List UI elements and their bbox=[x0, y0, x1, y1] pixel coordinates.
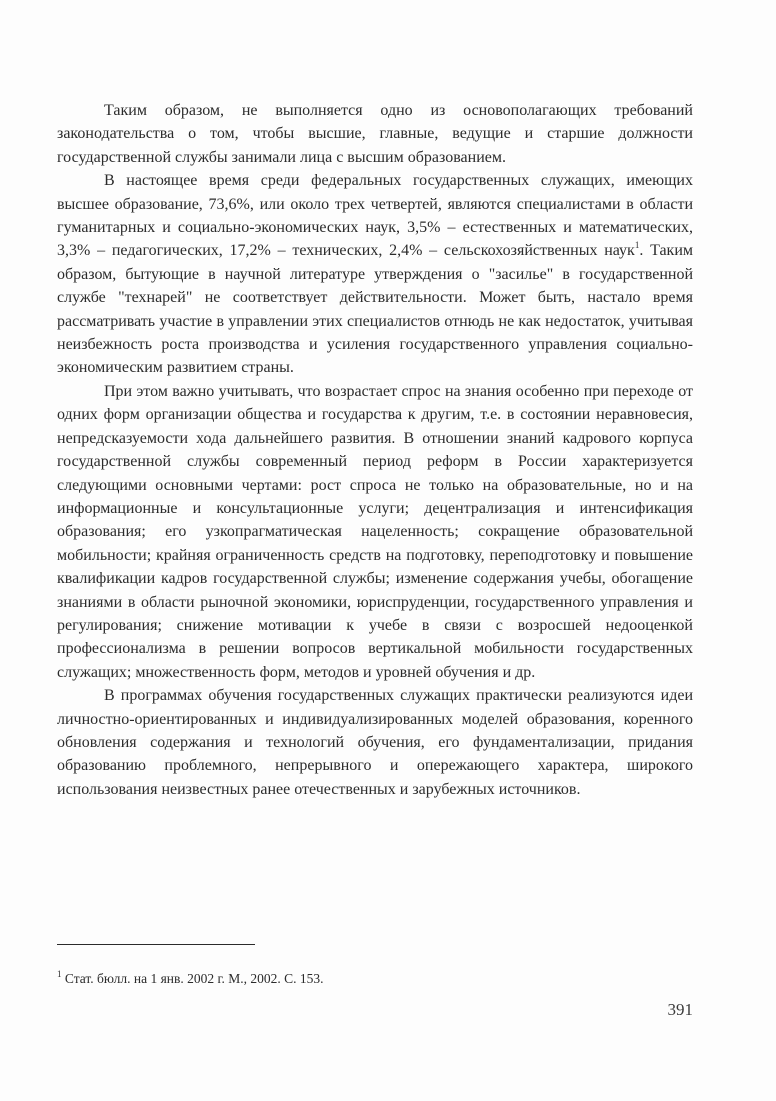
footnote-text: Стат. бюлл. на 1 янв. 2002 г. М., 2002. С. 153. bbox=[64, 971, 324, 986]
paragraph-1: Таким образом, не выполняется одно из основополагающих требований законодательства о том, чтобы высшие, главные, ведущие и старшие должности государственной службы занимали лица с высшим образованием. bbox=[57, 102, 693, 166]
footnote-reference: 1 bbox=[634, 240, 640, 251]
paragraph-2 bbox=[57, 169, 693, 380]
footnote-mark: 1 bbox=[57, 968, 62, 979]
footnote bbox=[57, 970, 657, 988]
paragraph-4: В программах обучения государственных служащих практически реализуются идеи личностно-ориентированных и индивидуализированных моделей образования, коренного обновления содержания и технологий обучения, его фундаментализации, придания образованию проблемного, непрерывного и опережающего характера, широкого использования неизвестных ранее отечественных и зарубежных источников. bbox=[57, 687, 693, 798]
footnote-divider bbox=[57, 944, 255, 945]
paragraph-2-text-start: В настоящее время среди федеральных государственных служащих, имеющих высшее образование, 73,6%, или около трех четвертей, являются специалистами в области гуманитарных и социально-экономических наук, 3,5% – естественных и математических, 3,3% – педагогических, 17,2% – технических, 2,4% – сельскохозяйственных наук bbox=[57, 172, 693, 260]
page-number: 391 bbox=[667, 1000, 693, 1019]
main-text bbox=[57, 99, 693, 801]
paragraph-2-text-end: . Таким образом, бытующие в научной литературе утверждения о "засилье" в государственной службе "технарей" не соответствует действительности. Может быть, настало время рассматривать участие в управлении этих специалистов отнюдь не как недостаток, учитывая неизбежность роста производства и усиления государственного управления социально-экономическим развитием страны. bbox=[57, 242, 694, 377]
paragraph-3: При этом важно учитывать, что возрастает спрос на знания особенно при переходе от одних форм организации общества и государства к другим, т.е. в состоянии неравновесия, непредсказуемости хода дальнейшего развития. В отношении знаний кадрового корпуса государственной службы современный период реформ в России характеризуется следующими основными чертами: рост спроса не только на образовательные, но и на информационные и консультационные услуги; децентрализация и интенсификация образования; его узкопрагматическая нацеленность; сокращение образовательной мобильности; крайняя ограниченность средств на подготовку, переподготовку и повышение квалификации кадров государственной службы; изменение содержания учебы, обогащение знаниями в области рыночной экономики, юриспруденции, государственного управления и регулирования; снижение мотивации к учебе в связи с возросшей недооценкой профессионализма в решении вопросов вертикальной мобильности государственных служащих; множественность форм, методов и уровней обучения и др. bbox=[57, 382, 693, 681]
